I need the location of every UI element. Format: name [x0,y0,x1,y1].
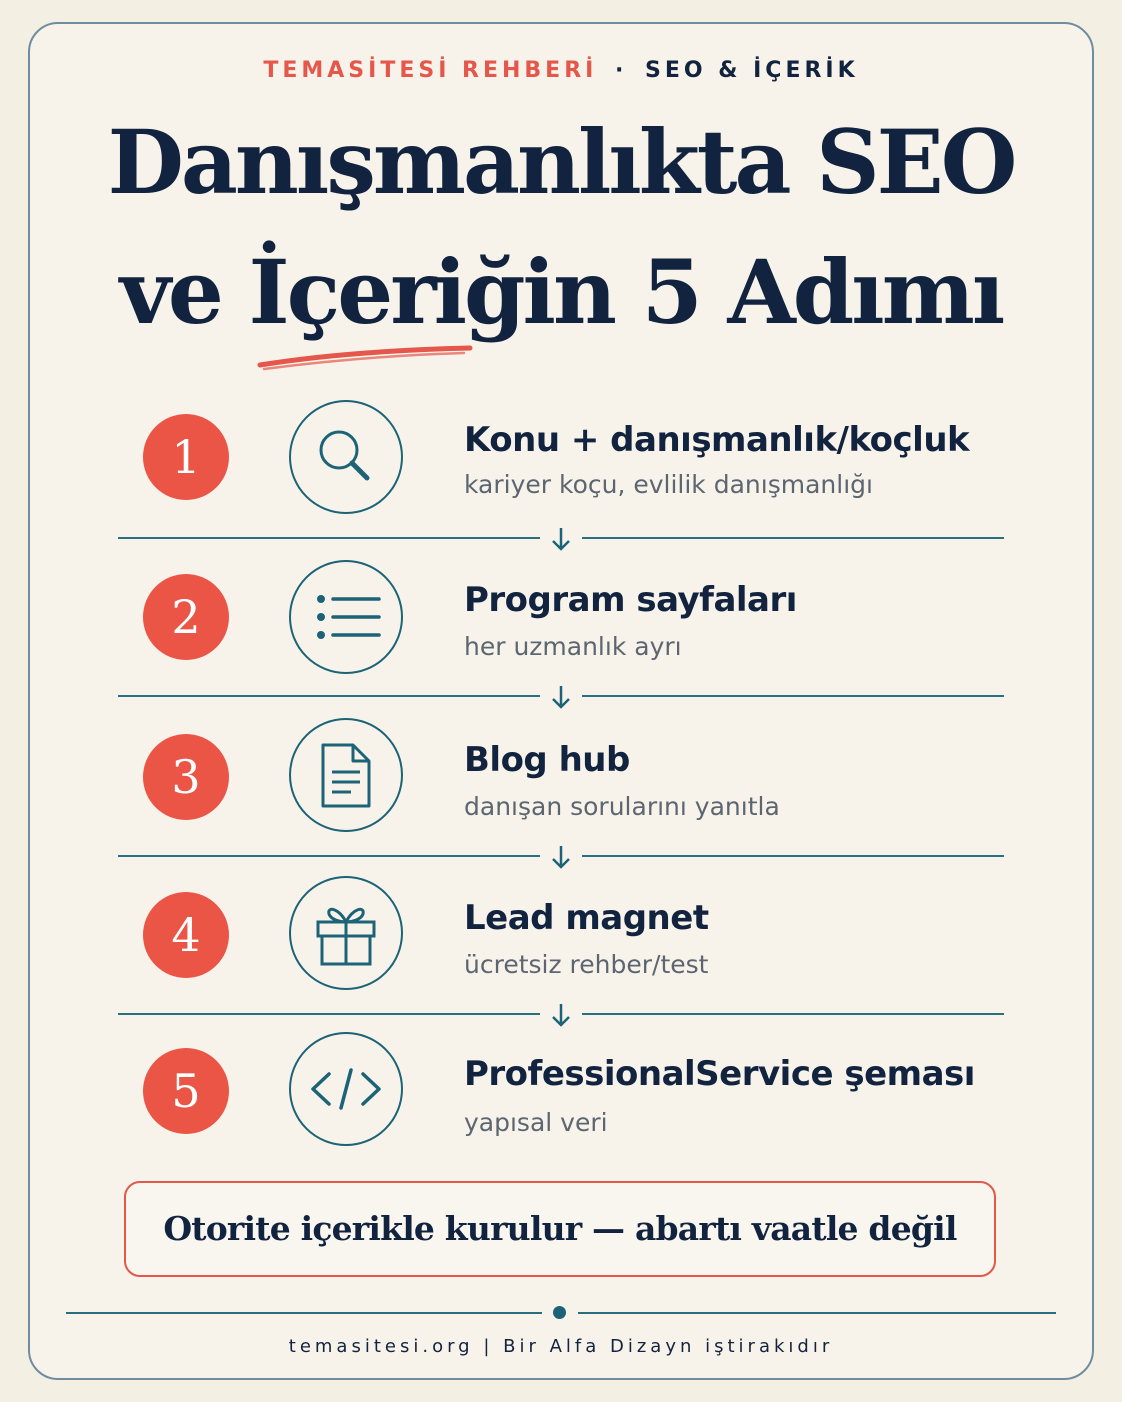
step-subtitle: yapısal veri [464,1108,608,1137]
step-divider [118,844,1004,868]
arrow-down-icon [547,526,575,552]
gift-icon [289,876,403,990]
step-title: ProfessionalService şeması [464,1054,975,1094]
search-icon [289,400,403,514]
step-1 [0,392,1122,522]
step-divider [118,684,1004,708]
step-2 [0,552,1122,682]
step-title: Konu + danışmanlık/koçluk [464,420,970,460]
step-3 [0,710,1122,840]
kicker-brand: TEMASİTESİ REHBERİ [263,58,598,83]
kicker-separator: · [615,58,628,83]
step-divider [118,1002,1004,1026]
arrow-down-icon [547,1002,575,1028]
page-title-line-2: ve İçeriğin 5 Adımı [119,240,1003,344]
callout-box: Otorite içerikle kurulur — abartı vaatle değil [124,1181,996,1277]
page-title-line-1: Danışmanlıkta SEO [107,110,1015,214]
code-icon [289,1032,403,1146]
list-icon [289,560,403,674]
step-number-badge: 5 [143,1048,229,1134]
step-subtitle: ücretsiz rehber/test [464,950,709,979]
step-4 [0,870,1122,1000]
step-title: Program sayfaları [464,580,797,620]
step-subtitle: kariyer koçu, evlilik danışmanlığı [464,470,873,499]
step-subtitle: her uzmanlık ayrı [464,632,682,661]
kicker [0,58,1122,83]
step-number-badge: 3 [143,734,229,820]
step-number-badge: 1 [143,414,229,500]
footer-rule [66,1312,542,1314]
step-title: Lead magnet [464,898,709,938]
footer-rule [578,1312,1056,1314]
footer-dot [553,1306,566,1319]
title-underline-mark [256,338,476,374]
footer-text: temasitesi.org | Bir Alfa Dizayn iştirakıdır [288,1336,834,1357]
arrow-down-icon [547,684,575,710]
step-title: Blog hub [464,740,630,780]
arrow-down-icon [547,844,575,870]
step-5 [0,1028,1122,1158]
step-number-badge: 2 [143,574,229,660]
step-number-badge: 4 [143,892,229,978]
step-divider [118,526,1004,550]
step-subtitle: danışan sorularını yanıtla [464,792,780,821]
document-icon [289,718,403,832]
kicker-topic: SEO & İÇERİK [645,58,859,83]
